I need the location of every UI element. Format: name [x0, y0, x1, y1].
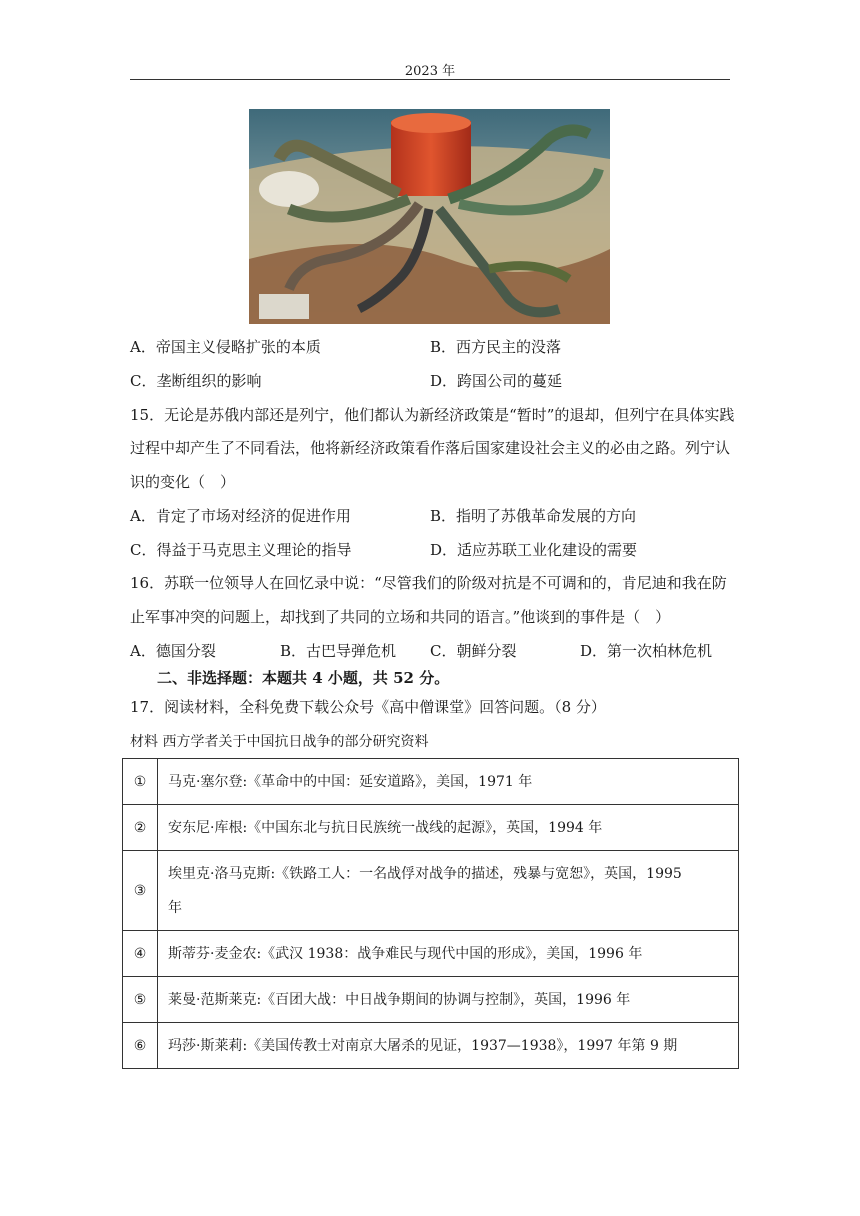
research-materials-table [122, 758, 739, 1069]
row-number: ② [123, 805, 158, 851]
row-text: 斯蒂芬·麦金农:《武汉 1938：战争难民与现代中国的形成》，美国，1996 年 [158, 931, 739, 977]
row-text-line1: 埃里克·洛马克斯:《铁路工人：一名战俘对战争的描述，残暴与宽恕》，英国，1995 [168, 865, 682, 882]
q17-stem: 17．阅读材料，全科免费下载公众号《高中僧课堂》回答问题。（8 分） [130, 698, 606, 716]
q15-stem-line2: 过程中却产生了不同看法，他将新经济政策看作落后国家建设社会主义的必由之路。列宁认 [130, 439, 731, 457]
row-text: 马克·塞尔登:《革命中的中国：延安道路》，美国，1971 年 [158, 759, 739, 805]
q16-option-b: B．古巴导弹危机 [280, 642, 397, 660]
row-text-line2: 年 [168, 899, 182, 916]
octopus-cartoon-image [249, 109, 610, 324]
q15-stem-line1: 15．无论是苏俄内部还是列宁，他们都认为新经济政策是“暂时”的退却，但列宁在具体实践 [130, 406, 735, 424]
row-number: ⑤ [123, 977, 158, 1023]
q17-material-caption: 材料 西方学者关于中国抗日战争的部分研究资料 [130, 734, 429, 750]
row-number: ⑥ [123, 1023, 158, 1069]
table-row [123, 1023, 739, 1069]
q16-option-a: A．德国分裂 [130, 642, 216, 660]
row-number: ④ [123, 931, 158, 977]
row-text: 安东尼·库根:《中国东北与抗日民族统一战线的起源》，英国，1994 年 [158, 805, 739, 851]
header-divider [130, 79, 730, 80]
q14-option-d: D．跨国公司的蔓延 [430, 372, 563, 390]
q15-option-a: A．肯定了市场对经济的促进作用 [130, 507, 351, 525]
q15-option-c: C．得益于马克思主义理论的指导 [130, 541, 352, 559]
q16-option-d: D．第一次柏林危机 [580, 642, 713, 660]
row-number: ① [123, 759, 158, 805]
q14-option-c: C．垄断组织的影响 [130, 372, 262, 390]
row-text: 玛莎·斯莱莉:《美国传教士对南京大屠杀的见证，1937—1938》，1997 年第 9 期 [158, 1023, 739, 1069]
table-row [123, 759, 739, 805]
q15-option-b: B．指明了苏俄革命发展的方向 [430, 507, 637, 525]
table-row [123, 851, 739, 931]
page-header-year: 2023 年 [404, 64, 456, 79]
row-text: 莱曼·范斯莱克:《百团大战：中日战争期间的协调与控制》，英国，1996 年 [158, 977, 739, 1023]
q16-stem-line2: 止军事冲突的问题上，却找到了共同的立场和共同的语言。”他谈到的事件是（ ） [130, 608, 671, 626]
q14-option-b: B．西方民主的没落 [430, 338, 562, 356]
table-row [123, 977, 739, 1023]
q14-option-a: A．帝国主义侵略扩张的本质 [130, 338, 321, 356]
table-row [123, 931, 739, 977]
row-number: ③ [123, 851, 158, 931]
section2-title: 二、非选择题：本题共 4 小题，共 52 分。 [157, 669, 450, 687]
q16-option-c: C．朝鲜分裂 [430, 642, 517, 660]
q15-stem-line3: 识的变化（ ） [130, 473, 236, 491]
q15-option-d: D．适应苏联工业化建设的需要 [430, 541, 638, 559]
row-text-multiline [158, 851, 739, 931]
table-row [123, 805, 739, 851]
q16-stem-line1: 16．苏联一位领导人在回忆录中说：“尽管我们的阶级对抗是不可调和的，肯尼迪和我在防 [130, 574, 727, 592]
cartoon-illustration [249, 109, 610, 324]
